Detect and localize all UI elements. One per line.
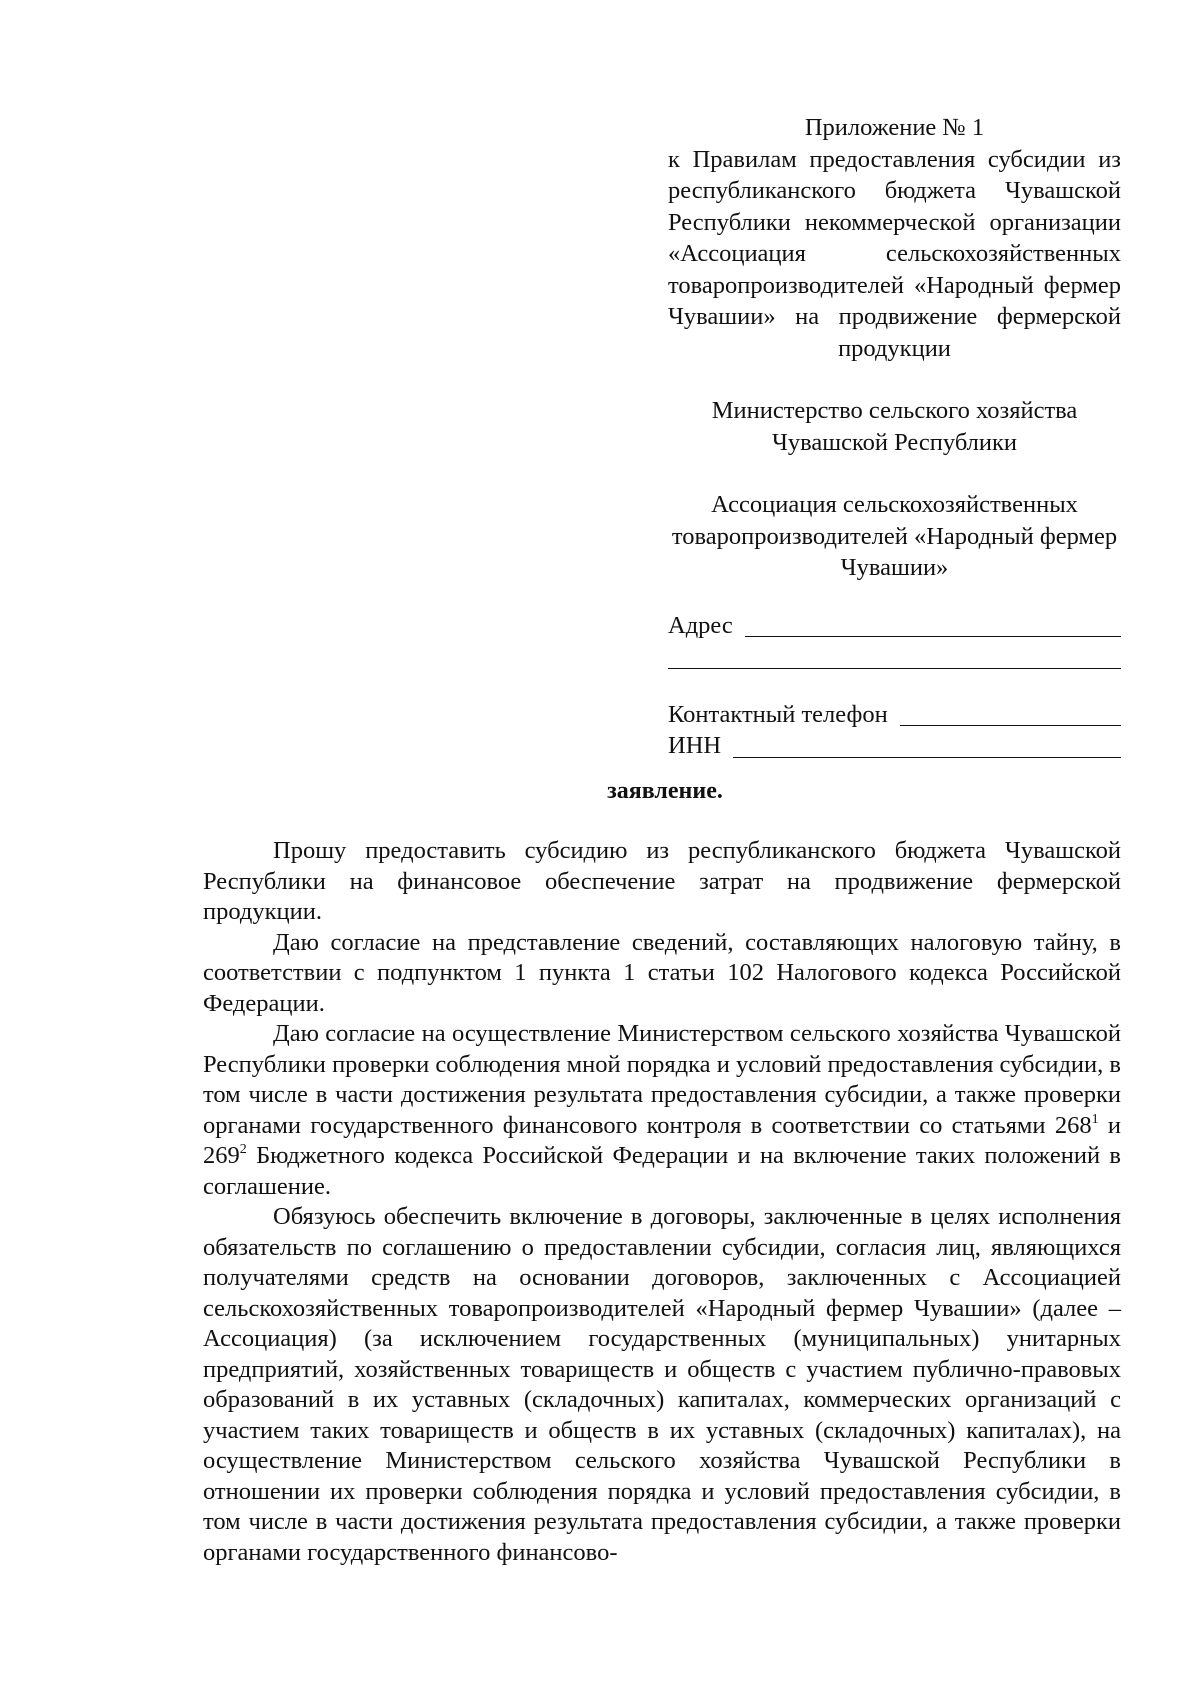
paragraph-request: Прошу предоставить субсидию из республиканского бюджета Чувашской Республики на финансовое обеспечение затрат на продвижение фермерской продукции. bbox=[203, 837, 1121, 925]
address-row-2 bbox=[668, 641, 1121, 673]
document-body bbox=[203, 836, 1121, 1568]
paragraph-inspection-part1: Даю согласие на осуществление Министерством сельского хозяйства Чувашской Республики проверки соблюдения мной порядка и условий предоставления субсидии, в том числе в части достижения результата предоставления субсидии, а также проверки органами государственного финансового контроля в соответствии со статьями 268 bbox=[203, 1020, 1121, 1139]
paragraph-inspection-part3: Бюджетного кодекса Российской Федерации и на включение таких положений в соглашение. bbox=[203, 1142, 1121, 1200]
paragraph-obligation: Обязуюсь обеспечить включение в договоры, заключенные в целях исполнения обязательств по соглашению о предоставлении субсидии, согласия лиц, являющихся получателями средств на основании договоров, заключенных с Ассоциацией сельскохозяйственных товаропроизводителей «Народный фермер Чувашии» (далее – Ассоциация) (за исключением государственных (муниципальных) унитарных предприятий, хозяйственных товариществ и обществ с участием публично-правовых образований в их уставных (складочных) капиталах, коммерческих организаций с участием таких товариществ и обществ в их уставных (складочных) капиталах), на осуществление Министерством сельского хозяйства Чувашской Республики в отношении их проверки соблюдения порядка и условий предоставления субсидии, в том числе в части достижения результата предоставления субсидии, а также проверки органами государственного финансово- bbox=[203, 1203, 1121, 1566]
phone-line bbox=[900, 701, 1121, 726]
address-line-2 bbox=[668, 644, 1121, 669]
contact-fields bbox=[668, 610, 1121, 762]
ministry-name: Министерство сельского хозяйства Чувашской Республики bbox=[711, 397, 1078, 456]
header-block bbox=[668, 112, 1121, 762]
address-label: Адрес bbox=[668, 611, 733, 639]
paragraph-inspection-consent bbox=[203, 1019, 1121, 1202]
inn-line bbox=[733, 733, 1121, 758]
document-title: заявление. bbox=[607, 778, 723, 804]
appendix-text: к Правилам предоставления субсидии из республиканского бюджета Чувашской Республики некоммерческой организации «Ассоциация сельскохозяйственных товаропроизводителей «Народный фермер Чувашии» на продвижение фермерской продукции bbox=[668, 145, 1121, 362]
phone-label: Контактный телефон bbox=[668, 700, 888, 728]
address-row bbox=[668, 610, 1121, 642]
superscript-1: 1 bbox=[1091, 1111, 1099, 1127]
appendix-number: Приложение № 1 bbox=[804, 114, 985, 141]
paragraph-inspection-part2: и 269 bbox=[203, 1111, 1122, 1169]
inn-row bbox=[668, 730, 1121, 762]
superscript-2: 2 bbox=[239, 1142, 247, 1157]
paragraph-tax-consent: Даю согласие на представление сведений, составляющих налоговую тайну, в соответствии с подпунктом 1 пункта 1 статьи 102 Налогового кодекса Российской Федерации. bbox=[203, 928, 1121, 1017]
inn-label: ИНН bbox=[668, 732, 722, 759]
address-line bbox=[745, 612, 1121, 637]
association-name: Ассоциация сельскохозяйственных товаропроизводителей «Народный фермер Чувашии» bbox=[671, 491, 1118, 581]
phone-row bbox=[668, 699, 1121, 731]
